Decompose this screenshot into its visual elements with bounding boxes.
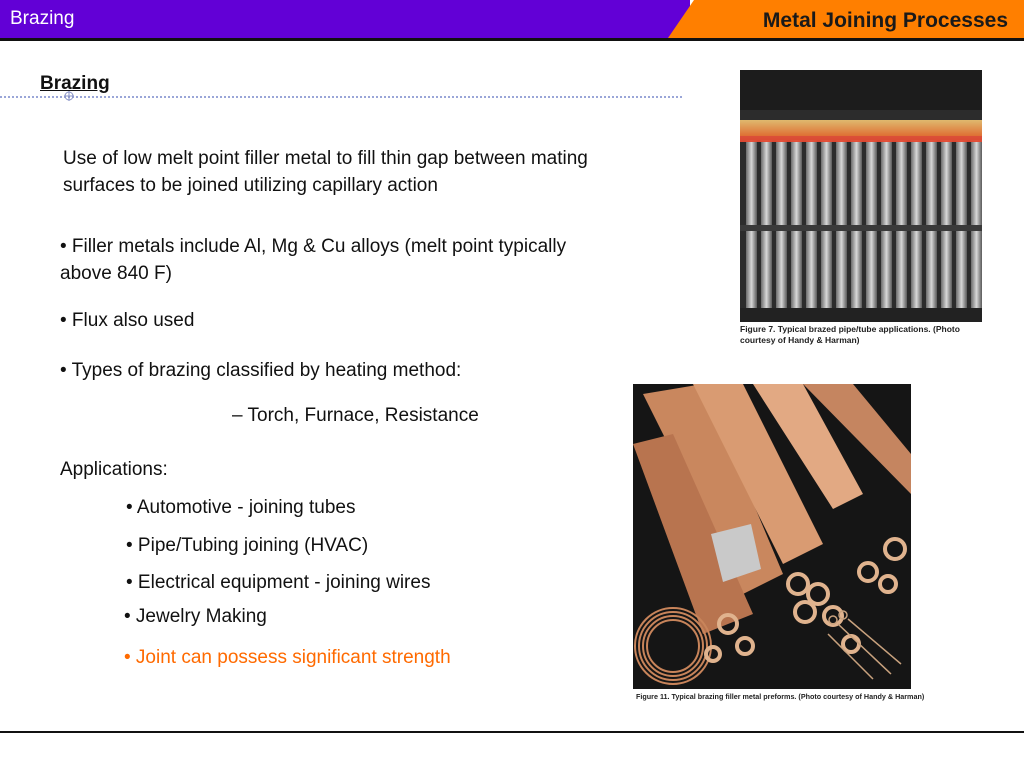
footer-divider [0,731,1024,733]
header-section-label: Brazing [10,8,75,29]
figure7-caption: Figure 7. Typical brazed pipe/tube applications. (Photo courtesy of Handy & Harman) [740,324,960,345]
application-item: • Electrical equipment - joining wires [126,572,431,593]
dotted-divider [0,96,682,98]
brazed-tubes-photo [740,70,982,322]
intro-paragraph: Use of low melt point filler metal to fill thin gap between mating surfaces to be joined utilizing capillary action [63,148,588,196]
applications-label: Applications: [60,459,168,480]
application-item: • Pipe/Tubing joining (HVAC) [126,535,369,556]
bullet-flux: • Flux also used [60,310,195,331]
header-divider [0,38,1024,41]
figure11-caption: Figure 11. Typical brazing filler metal preforms. (Photo courtesy of Handy & Harman) [636,692,925,701]
header-left-bar [0,0,690,38]
strength-note: • Joint can possess significant strength [124,647,451,668]
heating-methods: – Torch, Furnace, Resistance [232,405,479,426]
header-title: Metal Joining Processes [762,9,1008,32]
section-title: Brazing [40,73,110,94]
decorative-cross-icon [63,90,75,102]
bullet-brazing-types: • Types of brazing classified by heating method: [60,360,462,381]
application-item: • Jewelry Making [124,606,267,627]
filler-preforms-photo [633,384,911,689]
bullet-filler-metals: • Filler metals include Al, Mg & Cu alloys (melt point typically above 840 F) [60,236,567,284]
application-item: • Automotive - joining tubes [126,497,356,518]
